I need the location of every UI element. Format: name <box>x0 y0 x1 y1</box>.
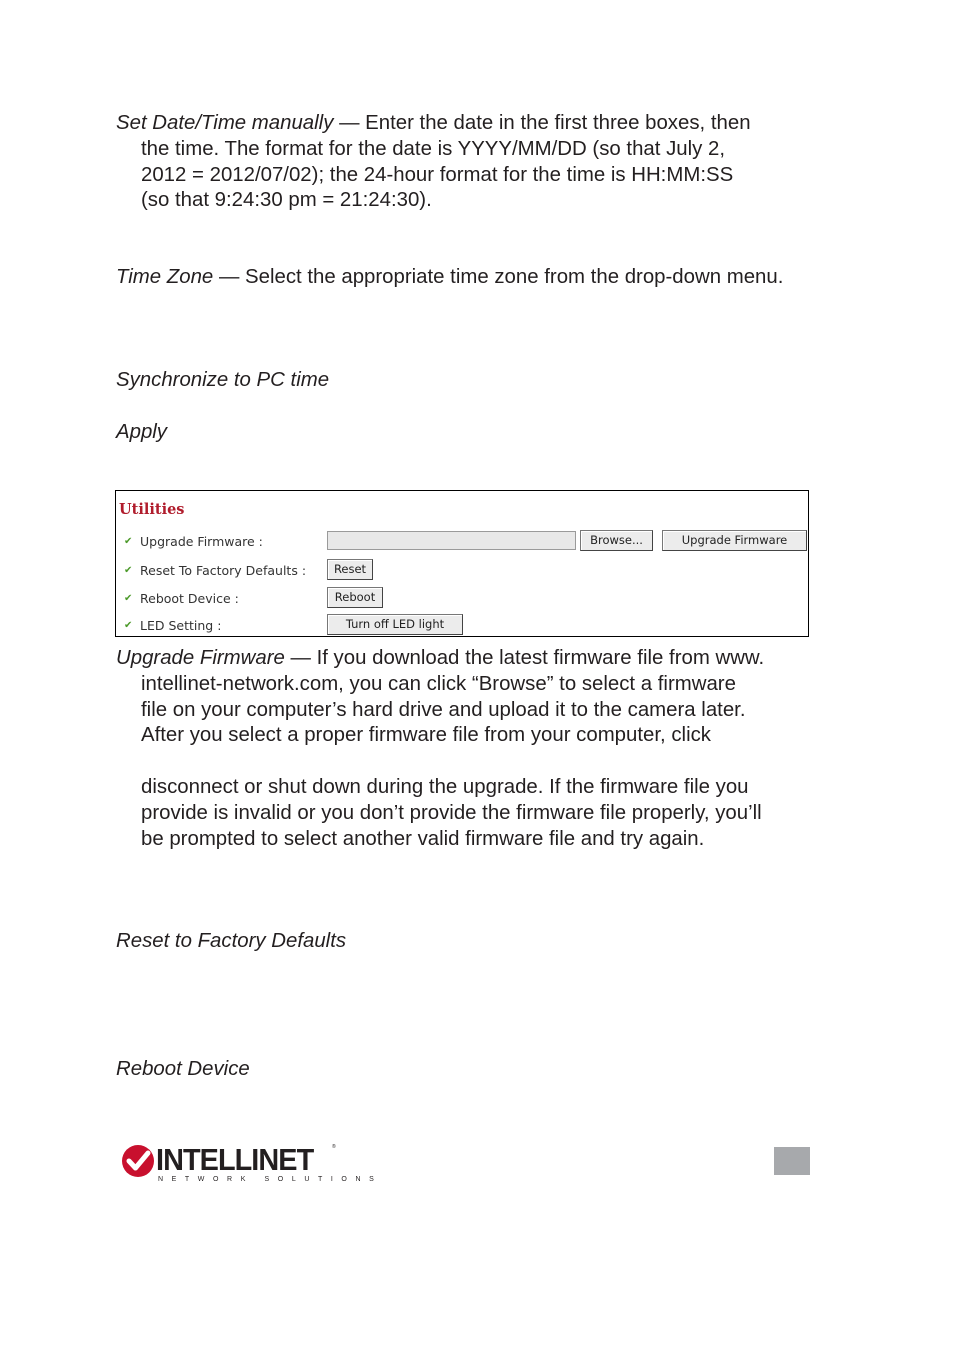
util-label-reboot-device: Reboot Device : <box>140 590 239 606</box>
util-row-upgrade-firmware <box>124 531 263 551</box>
sync-pc-term: Synchronize to PC time <box>116 369 330 391</box>
firmware-file-input[interactable] <box>327 531 576 550</box>
set-datetime-line-1: Set Date/Time manually — Enter the date in the first three boxes, then <box>116 112 751 134</box>
check-icon: ✔ <box>124 592 133 604</box>
logo-trademark: ® <box>332 1144 336 1150</box>
utilities-panel <box>115 490 809 637</box>
upgrade-line-4: After you select a proper firmware file from your computer, click <box>141 724 712 747</box>
upgrade-firmware-term: Upgrade Firmware <box>116 647 285 669</box>
browse-button[interactable]: Browse... <box>580 530 653 551</box>
time-zone-paragraph <box>116 265 816 291</box>
time-zone-line: Time Zone — Select the appropriate time zone from the drop-down menu. <box>116 266 784 288</box>
set-datetime-term: Set Date/Time manually <box>116 112 334 134</box>
upgrade-line-5: disconnect or shut down during the upgrade. If the firmware file you <box>141 775 749 798</box>
check-icon: ✔ <box>124 564 133 576</box>
utilities-title: Utilities <box>119 501 185 518</box>
upgrade-line-6: provide is invalid or you don’t provide the firmware file properly, you’ll <box>141 801 762 824</box>
reset-button[interactable]: Reset <box>327 559 373 580</box>
reboot-device-paragraph <box>116 1057 816 1083</box>
upgrade-firmware-button[interactable]: Upgrade Firmware <box>662 530 807 551</box>
check-icon: ✔ <box>124 535 133 547</box>
util-label-reset-defaults: Reset To Factory Defaults : <box>140 562 307 578</box>
set-datetime-line-2: the time. The format for the date is YYYY/MM/DD (so that July 2, <box>141 137 726 160</box>
reset-defaults-term: Reset to Factory Defaults <box>116 930 347 952</box>
set-datetime-line-4: (so that 9:24:30 pm = 21:24:30). <box>141 189 432 212</box>
reset-defaults-paragraph <box>116 929 816 955</box>
upgrade-firmware-paragraph <box>116 646 816 852</box>
reboot-button[interactable]: Reboot <box>327 587 383 608</box>
apply-paragraph <box>116 420 816 446</box>
upgrade-line-1: Upgrade Firmware — If you download the latest firmware file from www. <box>116 647 765 669</box>
set-datetime-line-3: 2012 = 2012/07/02); the 24-hour format for the time is HH:MM:SS <box>141 163 734 186</box>
turn-off-led-button[interactable]: Turn off LED light <box>327 614 463 635</box>
util-row-reset-defaults <box>124 560 306 580</box>
logo-tagline: NETWORK SOLUTIONS <box>158 1176 383 1183</box>
util-row-led-setting <box>124 615 221 635</box>
logo-wordmark: INTELLINET <box>156 1142 314 1177</box>
time-zone-term: Time Zone <box>116 266 214 288</box>
reboot-device-term: Reboot Device <box>116 1058 250 1080</box>
upgrade-line-7: be prompted to select another valid firmware file and try again. <box>141 827 705 850</box>
util-row-reboot-device <box>124 588 239 608</box>
util-label-upgrade-firmware: Upgrade Firmware : <box>140 533 263 549</box>
upgrade-line-blank <box>116 749 816 775</box>
checkmark-logo-icon <box>121 1144 155 1178</box>
check-icon: ✔ <box>124 619 133 631</box>
page-number-box <box>774 1147 810 1175</box>
apply-term: Apply <box>116 421 168 443</box>
set-datetime-paragraph <box>116 111 816 214</box>
upgrade-line-2: intellinet-network.com, you can click “Browse” to select a firmware <box>141 672 736 695</box>
util-label-led-setting: LED Setting : <box>140 617 222 633</box>
sync-pc-paragraph <box>116 368 816 394</box>
intellinet-logo <box>121 1142 383 1186</box>
upgrade-line-3: file on your computer’s hard drive and upload it to the camera later. <box>141 698 746 721</box>
